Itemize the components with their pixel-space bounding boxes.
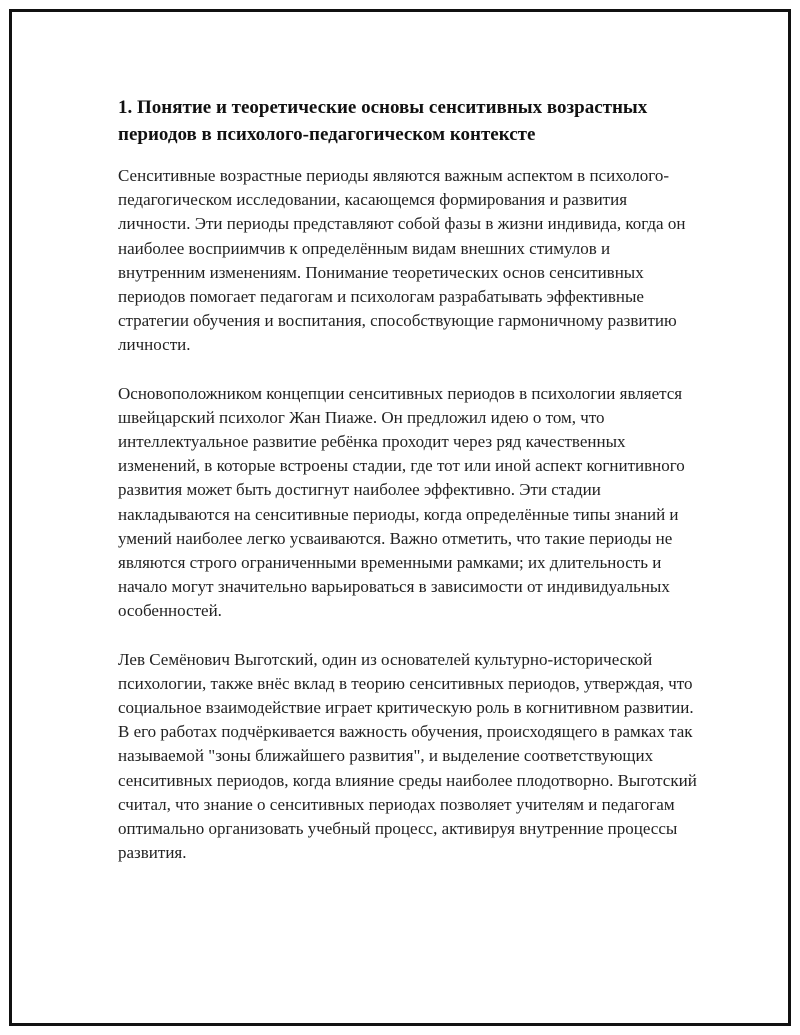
paragraph-2: Основоположником концепции сенситивных периодов в психологии является швейцарский психолог Жан Пиаже. Он предложил идею о том, что интеллектуальное развитие ребёнка проходит через ряд качественных изменений, в которые встроены стадии, где тот или иной аспект когнитивного развития может быть достигнут наиболее эффективно. Эти стадии накладываются на сенситивные периоды, когда определённые типы знаний и умений наиболее легко усваиваются. Важно отметить, что такие периоды не являются строго ограниченными временными рамками; их длительность и начало могут значительно варьироваться в зависимости от индивидуальных особенностей. <box>118 383 685 621</box>
paragraph-1: Сенситивные возрастные периоды являются важным аспектом в психолого-педагогическом исследовании, касающемся формирования и развития личности. Эти периоды представляют собой фазы в жизни индивида, когда он наиболее восприимчив к определённым видам внешних стимулов и внутренним изменениям. Понимание теоретических основ сенситивных периодов помогает педагогам и психологам разрабатывать эффективные стратегии обучения и воспитания, способствующие гармоничному развитию личности. <box>118 166 686 355</box>
paragraph-3: Лев Семёнович Выготский, один из основателей культурно-исторической психологии, также внёс вклад в теорию сенситивных периодов, утверждая, что социальное взаимодействие играет критическую роль в когнитивном развитии. В его работах подчёркивается важность обучения, происходящего в рамках так называемой "зоны ближайшего развития", и выделение соответствующих сенситивных периодов, когда влияние среды наиболее плодотворно. Выготский считал, что знание о сенситивных периодах позволяет учителям и педагогам оптимально организовать учебный процесс, активируя внутренние процессы развития. <box>118 649 697 863</box>
section-heading: 1. Понятие и теоретические основы сенситивных возрастных периодов в психолого-педагогическом контексте <box>118 97 648 145</box>
document-body <box>118 94 698 889</box>
